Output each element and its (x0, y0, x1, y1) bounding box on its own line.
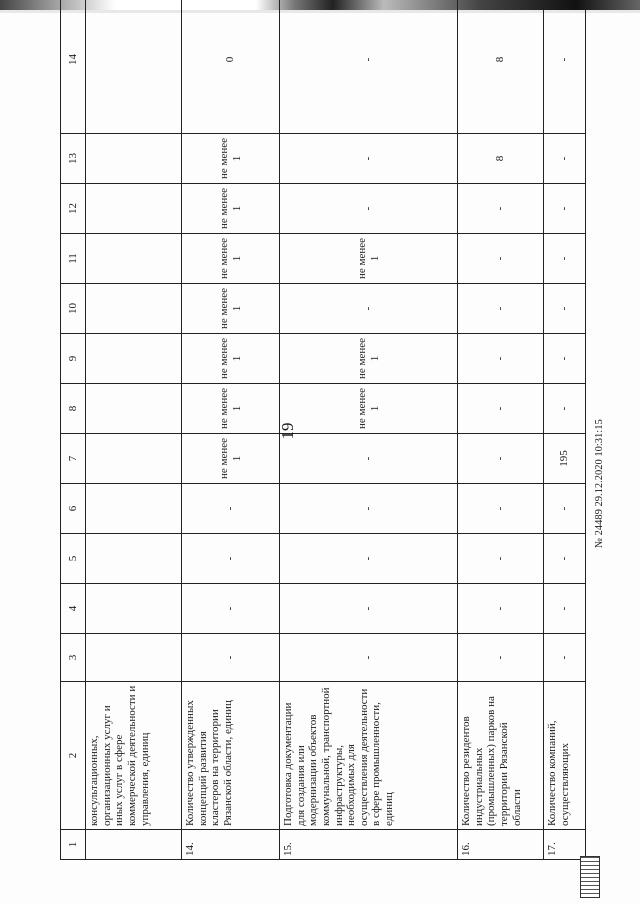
table-cell: - (182, 634, 280, 682)
table-row (280, 0, 458, 860)
row-number: 16. (458, 830, 544, 860)
table-cell: - (544, 334, 586, 384)
table-cell: 195 (544, 434, 586, 484)
table-cell: - (458, 634, 544, 682)
header-cell: 14 (61, 0, 86, 134)
header-cell: 5 (61, 534, 86, 584)
table-cell: не менее 1 (182, 384, 280, 434)
table-cell: - (544, 634, 586, 682)
table-cell (86, 134, 182, 184)
table-cell: не менее 1 (182, 334, 280, 384)
table-cell: не менее 1 (182, 434, 280, 484)
header-cell: 9 (61, 334, 86, 384)
table-cell: - (544, 534, 586, 584)
table-cell: не менее 1 (182, 284, 280, 334)
table-cell: - (280, 434, 458, 484)
table-cell: - (544, 484, 586, 534)
registration-stamp-text: № 24489 29.12.2020 10:31:15 (594, 419, 605, 548)
table-cell (86, 234, 182, 284)
table-cell: не менее 1 (182, 134, 280, 184)
table-cell: не менее 1 (182, 234, 280, 284)
table-cell (86, 584, 182, 634)
table-cell: - (458, 584, 544, 634)
table-cell (86, 184, 182, 234)
header-row (61, 0, 86, 860)
indicator-name: Количество утвержденных концепций развития кластеров на территории Рязанской области, единиц (182, 682, 280, 830)
table-cell (86, 434, 182, 484)
table-cell: - (280, 534, 458, 584)
table-row (86, 0, 182, 860)
header-cell: 11 (61, 234, 86, 284)
table-cell: - (280, 0, 458, 134)
table-cell: - (280, 584, 458, 634)
table-row (182, 0, 280, 860)
header-cell: 12 (61, 184, 86, 234)
table-cell (86, 634, 182, 682)
indicator-name: консультационных, организационных услуг и иных услуг в сфере коммерческой деятельности и управления, единиц (86, 682, 182, 830)
row-number: 14. (182, 830, 280, 860)
table-cell: - (458, 234, 544, 284)
table-cell: - (182, 584, 280, 634)
table-cell: - (544, 184, 586, 234)
table-cell: - (280, 284, 458, 334)
table-cell: - (182, 534, 280, 584)
header-cell: 4 (61, 584, 86, 634)
table-cell: - (458, 184, 544, 234)
header-cell: 10 (61, 284, 86, 334)
table-cell: - (458, 434, 544, 484)
header-cell: 3 (61, 634, 86, 682)
table-cell: не менее 1 (280, 234, 458, 284)
table-cell (86, 484, 182, 534)
table-cell: - (280, 184, 458, 234)
table-cell (86, 284, 182, 334)
header-cell: 1 (61, 830, 86, 860)
row-number (86, 830, 182, 860)
header-cell: 13 (61, 134, 86, 184)
table-cell: - (458, 534, 544, 584)
row-number: 15. (280, 830, 458, 860)
table-cell: - (544, 234, 586, 284)
table-cell: - (458, 284, 544, 334)
header-cell: 7 (61, 434, 86, 484)
table-row (458, 0, 544, 860)
table-cell: - (458, 484, 544, 534)
table-row (544, 0, 586, 860)
table-cell: не менее 1 (280, 384, 458, 434)
table-cell: - (280, 634, 458, 682)
table-cell (86, 0, 182, 134)
header-cell: 2 (61, 682, 86, 830)
table-cell: - (182, 484, 280, 534)
rotated-table-container (60, 36, 571, 860)
table-cell: - (544, 134, 586, 184)
table-cell: - (458, 334, 544, 384)
header-cell: 8 (61, 384, 86, 434)
table-cell: - (280, 134, 458, 184)
table-cell: не менее 1 (182, 184, 280, 234)
table-cell: 8 (458, 134, 544, 184)
page-number: 19 (278, 422, 297, 440)
table-cell: - (544, 284, 586, 334)
indicators-table (60, 0, 586, 860)
barcode-stamp-icon (580, 856, 600, 898)
table-cell: - (544, 584, 586, 634)
indicator-name: Подготовка документации для создания или модернизации объектов коммунальной, транспортной инфраструктуры, необходимых для осуществления деятельности в сфере промышленности, единиц (280, 682, 458, 830)
table-cell (86, 334, 182, 384)
header-cell: 6 (61, 484, 86, 534)
indicator-name: Количество резидентов индустриальных (промышленных) парков на территории Рязанской области (458, 682, 544, 830)
table-cell: - (458, 384, 544, 434)
table-cell: - (544, 0, 586, 134)
row-number: 17. (544, 830, 586, 860)
table-cell: 8 (458, 0, 544, 134)
table-cell: - (544, 384, 586, 434)
table-cell: - (280, 484, 458, 534)
table-cell (86, 534, 182, 584)
table-cell: не менее 1 (280, 334, 458, 384)
table-cell (86, 384, 182, 434)
table-cell: 0 (182, 0, 280, 134)
indicator-name: Количество компаний, осуществляющих (544, 682, 586, 830)
